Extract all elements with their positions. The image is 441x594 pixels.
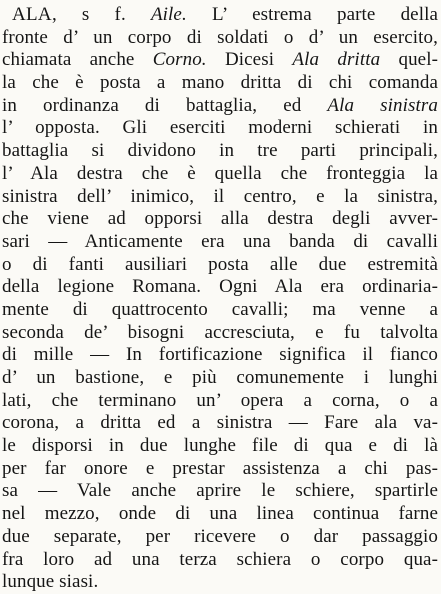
entry-line	[2, 276, 438, 299]
entry-line	[2, 163, 438, 186]
entry-line	[2, 231, 438, 254]
italic-term: Ala dritta	[292, 49, 381, 71]
entry-line	[2, 458, 438, 481]
entry-line	[2, 526, 438, 549]
entry-text: la che è posta a mano dritta di chi comanda	[2, 72, 438, 94]
entry-text: che viene ad opporsi alla destra degli avver-	[2, 208, 438, 230]
entry-text: in ordinanza di battaglia, ed	[2, 94, 328, 116]
entry-text: chiamata anche	[2, 49, 153, 71]
entry-text: o di fanti ausiliari posta alle due estremità	[2, 253, 438, 275]
entry-line	[2, 367, 438, 390]
entry-text: l’ opposta. Gli eserciti moderni schierati in	[2, 117, 438, 139]
entry-line	[2, 117, 438, 140]
entry-text: le disporsi in due lunghe file di qua e di là	[2, 435, 438, 457]
entry-text: d’ un bastione, e più comunemente i lunghi	[2, 367, 438, 388]
entry-text: corona, a dritta ed a sinistra — Fare ala va-	[2, 412, 438, 434]
entry-line	[2, 412, 438, 435]
entry-line	[2, 344, 438, 367]
entry-text: di mille — In fortificazione significa il fianco	[2, 344, 438, 366]
dictionary-entry-ala	[2, 4, 438, 594]
entry-text: l’ Ala destra che è quella che fronteggia la	[2, 162, 438, 184]
entry-line	[2, 254, 438, 277]
headword: ALA	[12, 4, 52, 25]
italic-term: Aile.	[150, 4, 187, 25]
entry-text: fra loro ad una terza schiera o corpo qua-	[2, 548, 438, 570]
entry-line	[2, 186, 438, 209]
entry-line	[2, 208, 438, 231]
entry-line	[2, 390, 438, 413]
entry-text: quel-	[380, 49, 439, 71]
entry-text: Dicesi	[206, 49, 293, 71]
entry-line	[2, 549, 438, 572]
entry-line	[2, 4, 438, 27]
entry-text: sinistra dell’ inimico, il centro, e la sinistra,	[2, 185, 438, 207]
entry-text: due separate, per ricevere o dar passaggio	[2, 525, 438, 547]
entry-line	[2, 27, 438, 50]
entry-line	[2, 299, 438, 322]
entry-text: nel mezzo, onde di una linea continua farne	[2, 503, 438, 525]
italic-term: Corno.	[152, 49, 207, 71]
entry-line	[2, 322, 438, 345]
entry-text: della legione Romana. Ogni Ala era ordinaria-	[2, 276, 438, 298]
entry-text: seconda de’ bisogni accresciuta, e fu talvolta	[2, 321, 438, 343]
entry-line	[2, 571, 438, 594]
entry-text: L’ estrema parte della	[186, 4, 438, 25]
entry-text: mente di quattrocento cavalli; ma venne a	[2, 298, 438, 320]
entry-line	[2, 480, 438, 503]
entry-line	[2, 140, 438, 163]
entry-line	[2, 435, 438, 458]
entry-text: fronte d’ un corpo di soldati o d’ un esercito,	[2, 26, 438, 48]
entry-line	[2, 72, 438, 95]
entry-line	[2, 503, 438, 526]
italic-term: Ala sinistra	[327, 94, 438, 116]
entry-text: lunque siasi.	[2, 571, 99, 593]
entry-text: sari — Anticamente era una banda di cavalli	[2, 230, 438, 252]
entry-text: lati, che terminano un’ opera a corna, o a	[2, 389, 438, 411]
entry-text: battaglia si dividono in tre parti principali,	[2, 140, 438, 162]
entry-text: sa — Vale anche aprire le schiere, spartirle	[2, 480, 438, 502]
entry-text: per far onore e prestar assistenza a chi pas-	[2, 457, 438, 479]
entry-text: , s f.	[51, 4, 151, 25]
entry-line	[2, 49, 438, 72]
entry-line	[2, 95, 438, 118]
